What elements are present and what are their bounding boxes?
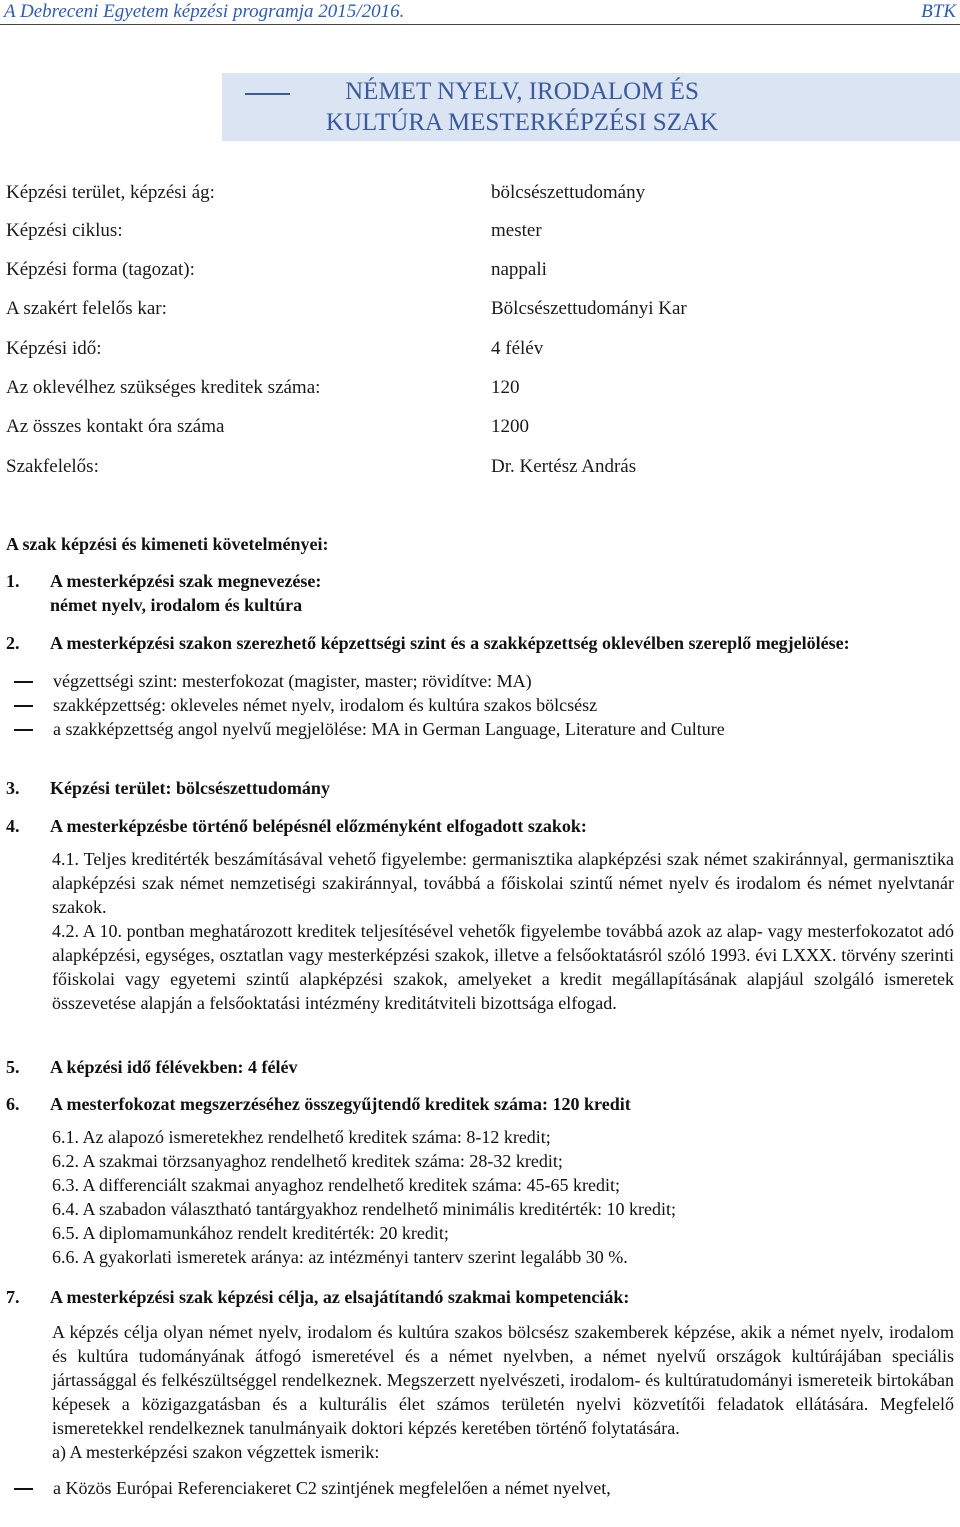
section-title: Képzési terület: bölcsészettudomány	[50, 778, 330, 798]
section-1	[6, 570, 954, 616]
credit-list	[52, 1125, 954, 1269]
section-number: 7.	[6, 1287, 20, 1307]
paragraph-4-2: 4.2. A 10. pontban meghatározott kreditek teljesítésével vehetők figyelembe továbbá azok az alap- vagy mesterfokozatot adó alapképzési, egységes, osztatlan vagy mesterképzési szakok, illetve a felsőoktatásról szóló 1993. évi LXXX. törvény szerinti főiskolai vagy egyetemi szintű alapképzési szakok, amelyeket a kredit megállapításának alapjául szolgáló ismeretek összevetése alapján a felsőoktatási intézmény kreditátviteli bizottsága elfogad.	[52, 921, 954, 1013]
info-label: Képzési forma (tagozat):	[6, 259, 195, 280]
info-value: 4 félév	[491, 338, 544, 359]
program-title	[222, 76, 822, 138]
info-value: nappali	[491, 259, 547, 280]
info-label: Képzési terület, képzési ág:	[6, 182, 215, 203]
section-title	[6, 631, 954, 655]
info-label: A szakért felelős kar:	[6, 298, 167, 319]
page-header	[0, 0, 960, 25]
list-item: 6.1. Az alapozó ismeretekhez rendelhető kreditek száma: 8-12 kredit;	[52, 1127, 551, 1147]
info-value: bölcsészettudomány	[491, 182, 646, 203]
info-label: Szakfelelős:	[6, 456, 99, 477]
list-item: szakképzettség: okleveles német nyelv, irodalom és kultúra szakos bölcsész	[6, 693, 954, 717]
info-label: Képzési ciklus:	[6, 220, 123, 241]
section-number: 1.	[6, 571, 20, 591]
section-4	[6, 815, 954, 1015]
list-item: 6.3. A differenciált szakmai anyaghoz rendelhető kreditek száma: 45-65 kredit;	[52, 1175, 620, 1195]
program-title-line1: NÉMET NYELV, IRODALOM ÉS	[345, 78, 699, 105]
section-3	[6, 777, 954, 799]
section-title: A mesterképzési szak képzési célja, az elsajátítandó szakmai kompetenciák:	[50, 1287, 630, 1307]
section-number: 4.	[6, 816, 20, 836]
list-item: végzettségi szint: mesterfokozat (magister, master; rövidítve: MA)	[6, 669, 954, 693]
info-label: Az összes kontakt óra száma	[6, 416, 225, 437]
section-number: 5.	[6, 1057, 20, 1077]
section-number: 3.	[6, 778, 20, 798]
list-item: a Közös Európai Referenciakeret C2 szintjének megfelelően a német nyelvet,	[6, 1476, 954, 1500]
list-item: 6.6. A gyakorlati ismeretek aránya: az intézményi tanterv szerint legalább 30 %.	[52, 1247, 628, 1267]
list-item: 6.5. A diplomamunkához rendelt kreditérték: 20 kredit;	[52, 1223, 449, 1243]
section-title: A mesterfokozat megszerzéséhez összegyűjtendő kreditek száma: 120 kredit	[50, 1094, 631, 1114]
list-item: 6.4. A szabadon választható tantárgyakhoz rendelhető minimális kreditérték: 10 kredit;	[52, 1199, 676, 1219]
info-value: Bölcsészettudományi Kar	[491, 298, 687, 319]
section-number: 2.	[6, 633, 20, 653]
section-number: 6.	[6, 1094, 20, 1114]
header-program-title: A Debreceni Egyetem képzési programja 2015/2016.	[4, 1, 405, 22]
header-faculty-code: BTK	[921, 1, 956, 22]
list-item: a szakképzettség angol nyelvű megjelölése: MA in German Language, Literature and Culture	[6, 717, 954, 741]
section-7	[6, 1286, 954, 1500]
subsection-a-label: a) A mesterképzési szakon végzettek ismerik:	[52, 1442, 380, 1462]
qualification-list	[6, 669, 954, 741]
program-name: német nyelv, irodalom és kultúra	[50, 595, 303, 615]
section-title: A mesterképzési szak megnevezése:	[50, 571, 322, 591]
section-title: A képzési idő félévekben: 4 félév	[50, 1057, 298, 1077]
info-value: Dr. Kertész András	[491, 456, 637, 477]
info-value: 120	[491, 377, 520, 398]
section-title: A mesterképzésbe történő belépésnél előzményként elfogadott szakok:	[50, 816, 587, 836]
info-value: 1200	[491, 416, 529, 437]
info-label: Képzési idő:	[6, 338, 102, 359]
section-6	[6, 1093, 954, 1269]
requirements-heading: A szak képzési és kimeneti követelményei:	[6, 534, 329, 554]
list-item: 6.2. A szakmai törzsanyaghoz rendelhető kreditek száma: 28-32 kredit;	[52, 1151, 563, 1171]
info-label: Az oklevélhez szükséges kreditek száma:	[6, 377, 321, 398]
paragraph-7-goal: A képzés célja olyan német nyelv, irodalom és kultúra szakos bölcsész szakemberek képzése, akik a német nyelv, irodalom és kultúra tudományának átfogó ismeretével és a német nyelvben, a német nyelvű országok kultúrájában speciális jártassággal és felkészültséggel rendelkeznek. Megszerzett nyelvészeti, irodalom- és kultúratudományi ismereteik birtokában képesek a közigazgatásban és a kulturális élet számos területén nyelvi közvetítői feladatok ellátására. Megfelelő ismeretekkel rendelkeznek tanulmányaik doktori képzés keretében történő folytatására.	[52, 1322, 954, 1438]
paragraph-4-1: 4.1. Teljes kreditérték beszámításával vehető figyelembe: germanisztika alapképzési szak német szakiránnyal, germanisztika alapképzési szak német nemzetiségi szakiránnyal, továbbá a főiskolai szintű német nyelv és irodalom és német nyelvtanár szakok.	[52, 849, 954, 917]
section-5	[6, 1056, 954, 1078]
section-title-text: A mesterképzési szakon szerezhető képzettségi szint és a szakképzettség oklevélben szereplő megjelölése:	[50, 633, 850, 653]
competence-list	[6, 1476, 954, 1500]
program-title-line2: KULTÚRA MESTERKÉPZÉSI SZAK	[325, 109, 719, 136]
info-value: mester	[491, 220, 542, 241]
section-2	[6, 631, 954, 741]
